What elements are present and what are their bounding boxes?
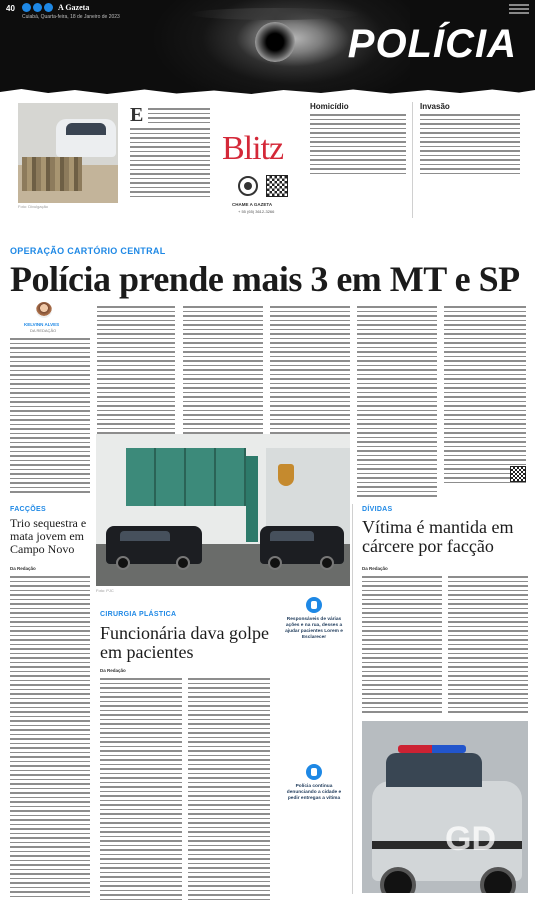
author-role: DA REDAÇÃO (30, 328, 57, 333)
photo-caption: Foto: PJC (96, 588, 114, 593)
blitz-strip (0, 98, 535, 240)
main-headline: Polícia prende mais 3 em MT e SP (10, 259, 520, 299)
text-column (130, 128, 210, 200)
main-kicker: OPERAÇÃO CARTÓRIO CENTRAL (10, 246, 166, 256)
blitz-logo: Blitz (222, 130, 284, 167)
barcode-icon (509, 4, 529, 16)
section-title: POLÍCIA (347, 22, 517, 66)
text-column (148, 108, 210, 126)
text-column (270, 306, 350, 441)
column-divider (352, 504, 353, 894)
dividas-kicker: DÍVIDAS (362, 506, 393, 513)
author-name: KELVINN ALVES (24, 322, 60, 327)
faccoes-byline: Da Redação (10, 566, 36, 571)
text-column (444, 306, 526, 486)
column-heading: Invasão (420, 102, 450, 111)
cirurgia-headline: Funcionária dava golpe em pacientes (100, 623, 269, 662)
text-column (448, 576, 528, 716)
whatsapp-icon (238, 176, 258, 196)
eye-pupil (255, 22, 295, 62)
text-column (183, 306, 263, 441)
brand-logo-icon (22, 3, 53, 12)
column-heading: Homicídio (310, 102, 349, 111)
text-column (357, 306, 437, 500)
blitz-phone: + 55 (65) 3612-3266 (238, 209, 275, 214)
column-divider (412, 102, 413, 218)
seized-goods-photo (18, 103, 118, 203)
text-column (420, 114, 520, 177)
info-icon (306, 764, 322, 780)
photo-credit: Foto: Divulgação (18, 204, 49, 209)
text-column (100, 678, 182, 900)
eye-brow (190, 8, 360, 20)
info-text: Polícia continua denunciando a cidade e pedir entregas a vítima (286, 784, 342, 801)
cirurgia-byline: Da Redação (100, 668, 126, 673)
text-column (188, 678, 270, 900)
watermark-logo: GD (445, 820, 496, 858)
faccoes-headline: Trio sequestra e mata jovem em Campo Novo (10, 516, 87, 556)
info-icon (306, 597, 322, 613)
blitz-cta: CHAME A GAZETA (232, 202, 273, 207)
qr-code-icon (510, 466, 526, 482)
text-column (10, 576, 90, 900)
text-column (10, 338, 90, 496)
cirurgia-kicker: CIRURGIA PLÁSTICA (100, 611, 177, 618)
faccoes-kicker: FACÇÕES (10, 506, 46, 513)
text-column (97, 306, 175, 441)
dividas-byline: Da Redação (362, 566, 388, 571)
page-number: 40 (6, 4, 15, 13)
dividas-headline: Vítima é mantida em cárcere por facção (362, 517, 514, 556)
qr-code-icon (266, 175, 288, 197)
masthead (0, 0, 535, 95)
police-car-photo (362, 721, 528, 893)
edition-date: Cuiabá, Quarta-feira, 18 de Janeiro de 2023 (22, 14, 120, 20)
brand-name: A Gazeta (58, 3, 90, 12)
dropcap: E (130, 104, 144, 126)
info-text: Responsáveis de várias ações e na rua, desses a ajudar pacientes Lorem e Esclarecer (285, 617, 343, 640)
text-column (310, 114, 406, 177)
text-column (362, 576, 442, 716)
author-avatar (36, 302, 52, 318)
police-station-photo (96, 434, 350, 586)
